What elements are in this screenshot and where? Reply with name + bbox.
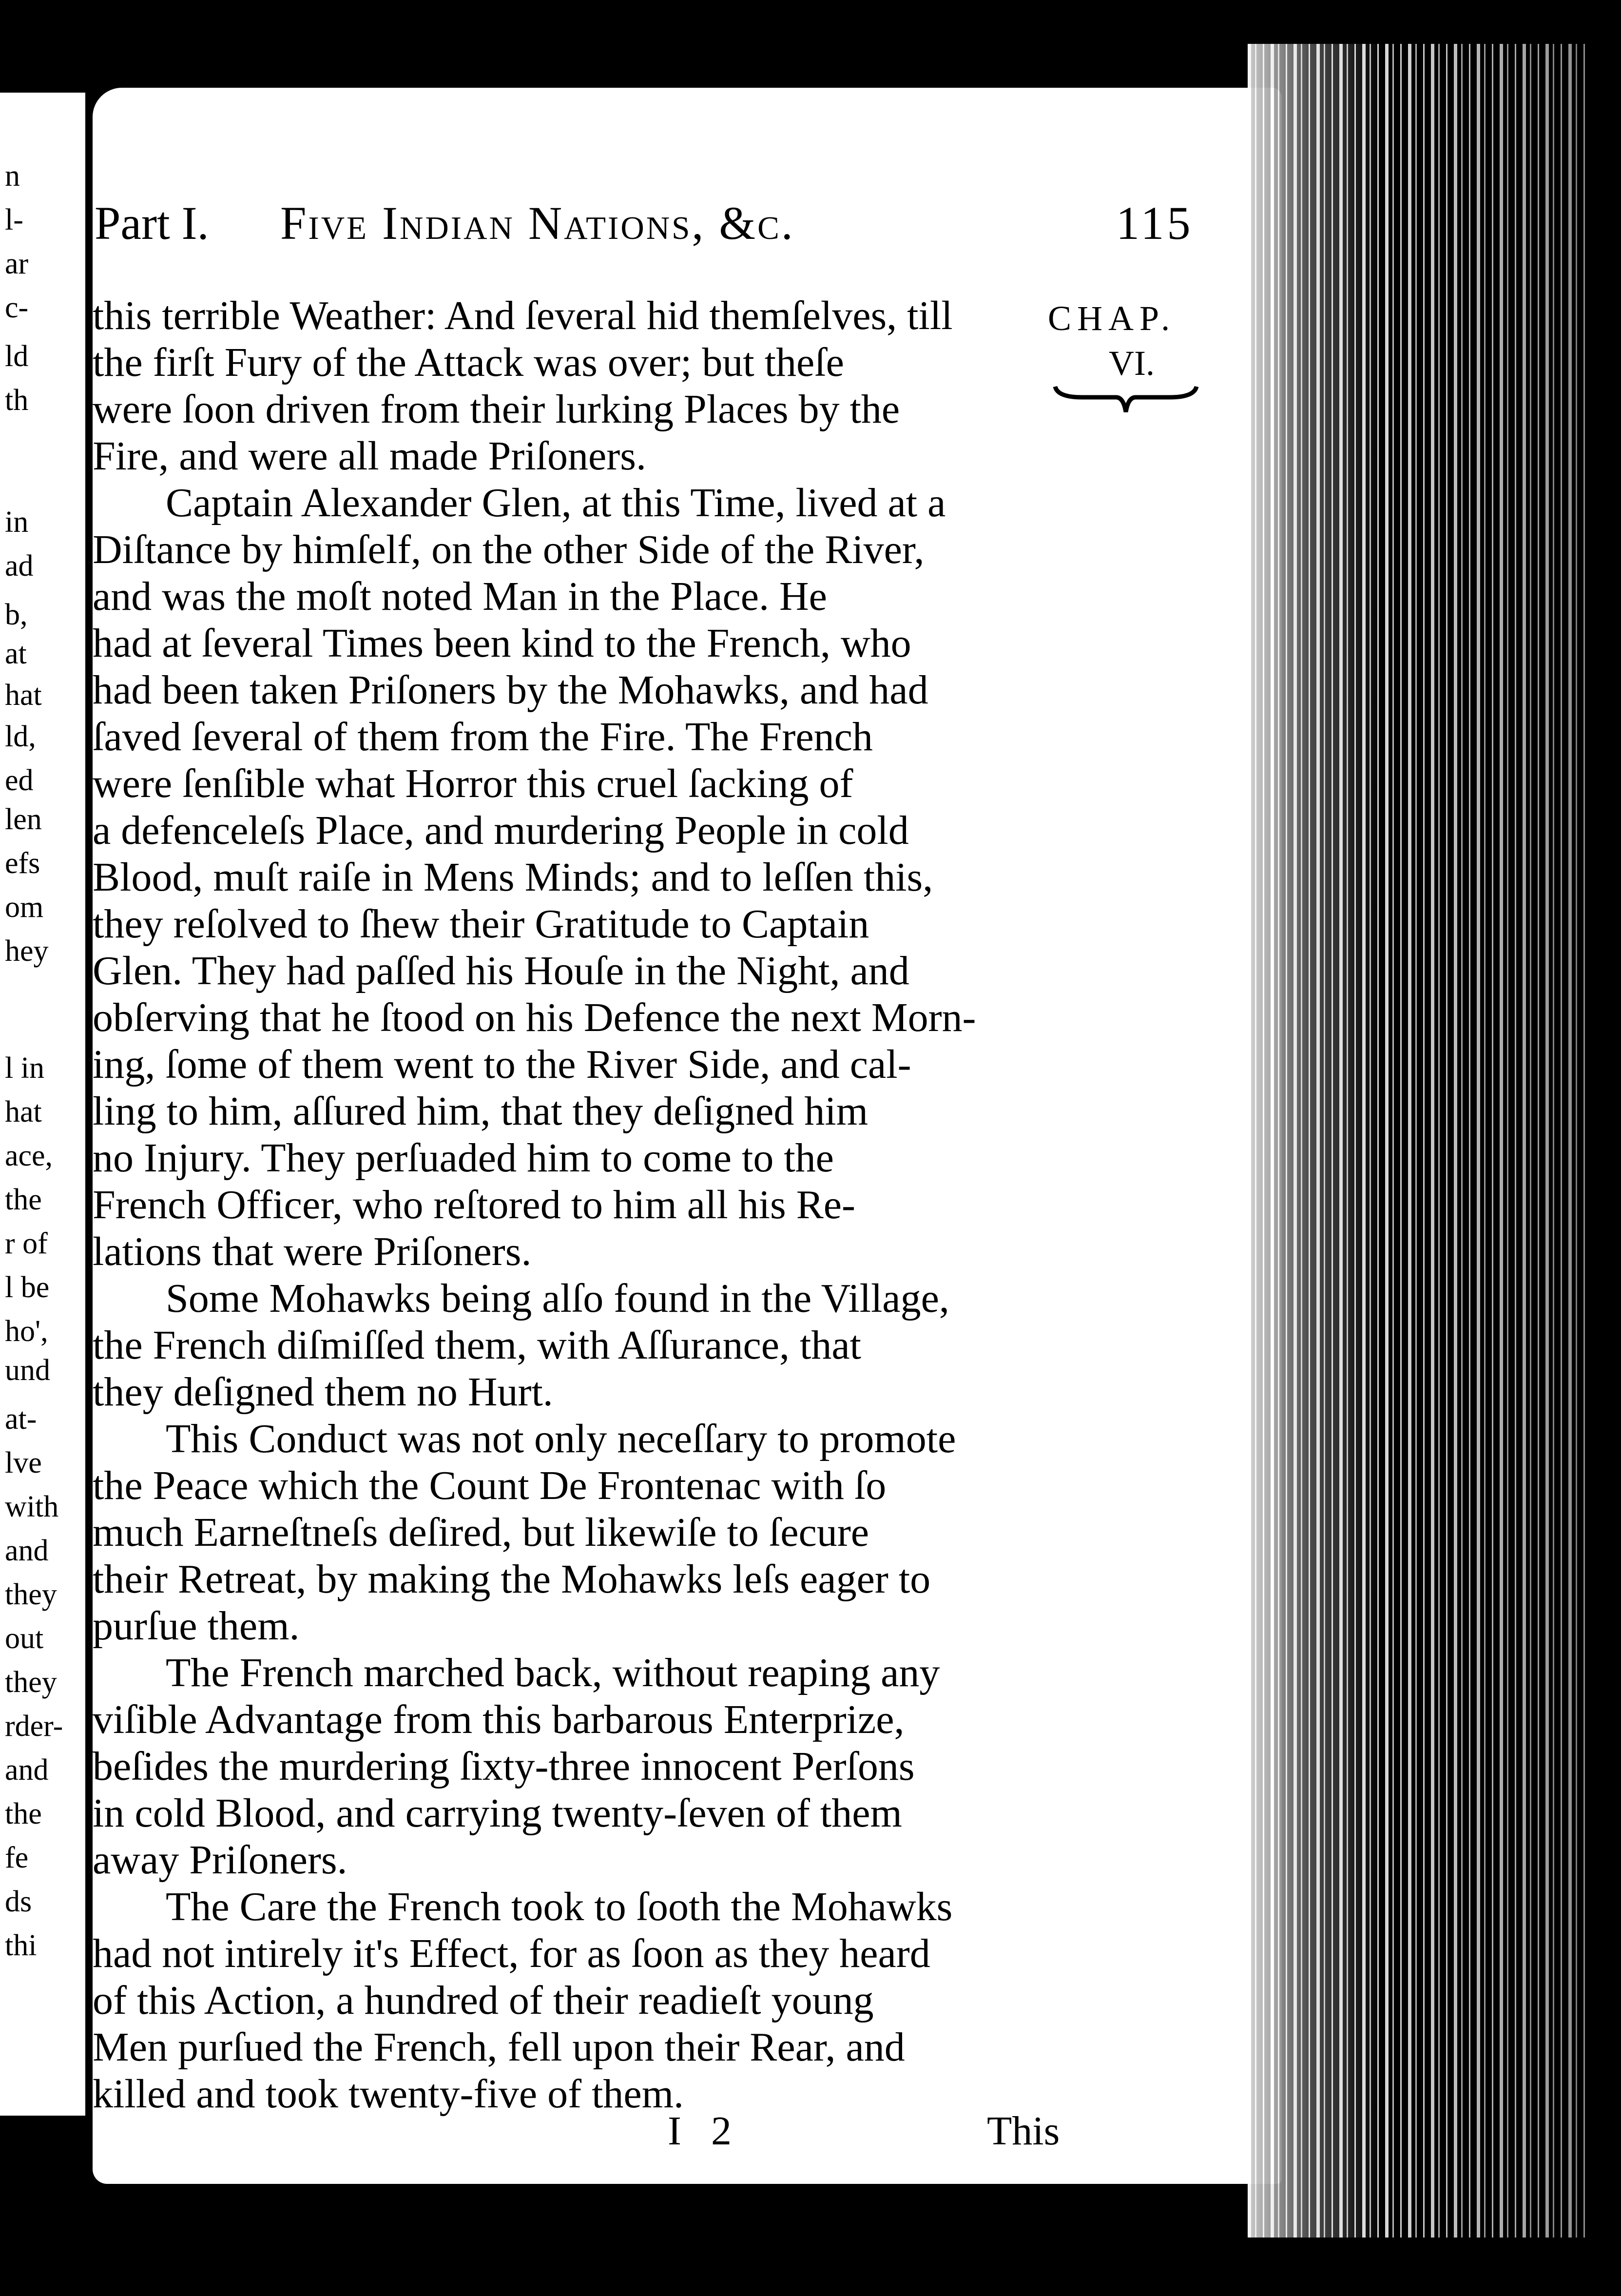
strip-fragment: fe xyxy=(5,1841,29,1874)
signature-mark: I 2 xyxy=(668,2108,741,2154)
text-line: they deſigned them no Hurt. xyxy=(93,1369,553,1415)
strip-fragment: r of xyxy=(5,1227,48,1260)
page-edge-fade xyxy=(1248,44,1589,2238)
text-line: Diſtance by himſelf, on the other Side of the River, xyxy=(93,527,925,572)
text-line: Some Mohawks being alſo found in the Village, xyxy=(166,1276,949,1321)
strip-fragment: th xyxy=(5,384,29,417)
strip-fragment: they xyxy=(5,1578,57,1611)
strip-fragment: l in xyxy=(5,1051,44,1085)
strip-fragment: lve xyxy=(5,1446,42,1479)
text-line: had at ſeveral Times been kind to the French, who xyxy=(93,621,911,666)
strip-fragment: with xyxy=(5,1490,59,1523)
chapter-number: VI. xyxy=(1109,344,1155,383)
strip-fragment: and xyxy=(5,1534,49,1567)
strip-fragment: n xyxy=(5,159,20,193)
adjacent-page-strip xyxy=(0,93,85,2116)
text-line: were ſenſible what Horror this cruel ſacking of xyxy=(93,761,853,806)
strip-fragment: they xyxy=(5,1666,57,1699)
strip-fragment: hat xyxy=(5,1095,42,1129)
strip-fragment: ace, xyxy=(5,1139,53,1172)
text-line: in cold Blood, and carrying twenty-ſeven of them xyxy=(93,1790,902,1836)
strip-fragment: the xyxy=(5,1797,42,1830)
strip-fragment: ds xyxy=(5,1885,32,1918)
text-line: Fire, and were all made Priſoners. xyxy=(93,433,646,479)
text-line: Captain Alexander Glen, at this Time, lived at a xyxy=(166,480,946,525)
strip-fragment: ed xyxy=(5,764,34,797)
strip-fragment: ad xyxy=(5,549,34,583)
text-line: the Peace which the Count De Frontenac with ſo xyxy=(93,1463,887,1508)
strip-fragment: b, xyxy=(5,598,28,631)
text-line: this terrible Weather: And ſeveral hid themſelves, till xyxy=(93,293,953,338)
text-line: Glen. They had paſſed his Houſe in the Night, and xyxy=(93,948,909,993)
text-line: their Retreat, by making the Mohawks leſs eager to xyxy=(93,1557,931,1602)
text-line: beſides the murdering ſixty-three innocent Perſons xyxy=(93,1744,915,1789)
page-number: 115 xyxy=(1116,197,1194,249)
text-line: the French diſmiſſed them, with Aſſurance, that xyxy=(93,1323,861,1368)
text-line: ling to him, aſſured him, that they deſigned him xyxy=(93,1089,868,1134)
text-line: lations that were Priſoners. xyxy=(93,1229,532,1274)
text-line: obſerving that he ſtood on his Defence the next Morn- xyxy=(93,995,976,1040)
strip-fragment: om xyxy=(5,891,44,924)
text-line: and was the moſt noted Man in the Place. He xyxy=(93,574,827,619)
strip-fragment: c- xyxy=(5,291,29,324)
text-line: were ſoon driven from their lurking Places by the xyxy=(93,387,900,432)
text-line: French Officer, who reſtored to him all his Re- xyxy=(93,1182,855,1227)
strip-fragment: und xyxy=(5,1354,50,1387)
strip-fragment: ar xyxy=(5,247,29,280)
strip-fragment: rder- xyxy=(5,1710,63,1743)
text-line: ing, ſome of them went to the River Side, and cal- xyxy=(93,1042,911,1087)
text-line: of this Action, a hundred of their readieſt young xyxy=(93,1978,874,2023)
strip-fragment: out xyxy=(5,1622,44,1655)
brace-ornament xyxy=(1053,383,1199,417)
text-line: ſaved ſeveral of them from the Fire. The French xyxy=(93,714,873,759)
text-line: had been taken Priſoners by the Mohawks, and had xyxy=(93,667,928,713)
strip-fragment: and xyxy=(5,1753,49,1787)
text-line: a defenceleſs Place, and murdering People in cold xyxy=(93,808,909,853)
strip-fragment: the xyxy=(5,1183,42,1216)
strip-fragment: in xyxy=(5,506,29,539)
strip-fragment: hey xyxy=(5,934,49,968)
strip-fragment: l- xyxy=(5,203,23,236)
text-line: The Care the French took to ſooth the Mohawks xyxy=(166,1884,953,1929)
text-line: killed and took twenty-five of them. xyxy=(93,2071,684,2117)
chapter-label: CHAP. xyxy=(1048,299,1176,338)
text-line: purſue them. xyxy=(93,1603,300,1649)
text-line: no Injury. They perſuaded him to come to the xyxy=(93,1135,834,1181)
strip-fragment: len xyxy=(5,803,42,836)
text-line: they reſolved to ſhew their Gratitude to Captain xyxy=(93,901,869,947)
text-line: Blood, muſt raiſe in Mens Minds; and to leſſen this, xyxy=(93,855,933,900)
text-line: had not intirely it's Effect, for as ſoon as they heard xyxy=(93,1931,930,1976)
text-line: Men purſued the French, fell upon their Rear, and xyxy=(93,2024,905,2070)
strip-fragment: ld xyxy=(5,340,29,373)
strip-fragment: at xyxy=(5,637,27,670)
page-text-area xyxy=(93,0,1282,2296)
strip-fragment: ld, xyxy=(5,720,36,753)
strip-fragment: l be xyxy=(5,1271,50,1304)
strip-fragment: thi xyxy=(5,1929,37,1962)
catchword: This xyxy=(987,2108,1060,2154)
text-line: viſible Advantage from this barbarous Enterprize, xyxy=(93,1697,905,1742)
text-line: the firſt Fury of the Attack was over; but theſe xyxy=(93,340,844,385)
strip-fragment: at- xyxy=(5,1402,37,1436)
text-line: much Earneſtneſs deſired, but likewiſe to ſecure xyxy=(93,1510,869,1555)
part-label: Part I. xyxy=(95,197,209,249)
text-line: The French marched back, without reaping any xyxy=(166,1650,940,1695)
running-title: Five Indian Nations, &c. xyxy=(280,197,795,249)
strip-fragment: ho', xyxy=(5,1315,48,1348)
strip-fragment: hat xyxy=(5,679,42,712)
text-line: away Priſoners. xyxy=(93,1837,347,1883)
strip-fragment: efs xyxy=(5,847,40,880)
text-line: This Conduct was not only neceſſary to promote xyxy=(166,1416,956,1461)
